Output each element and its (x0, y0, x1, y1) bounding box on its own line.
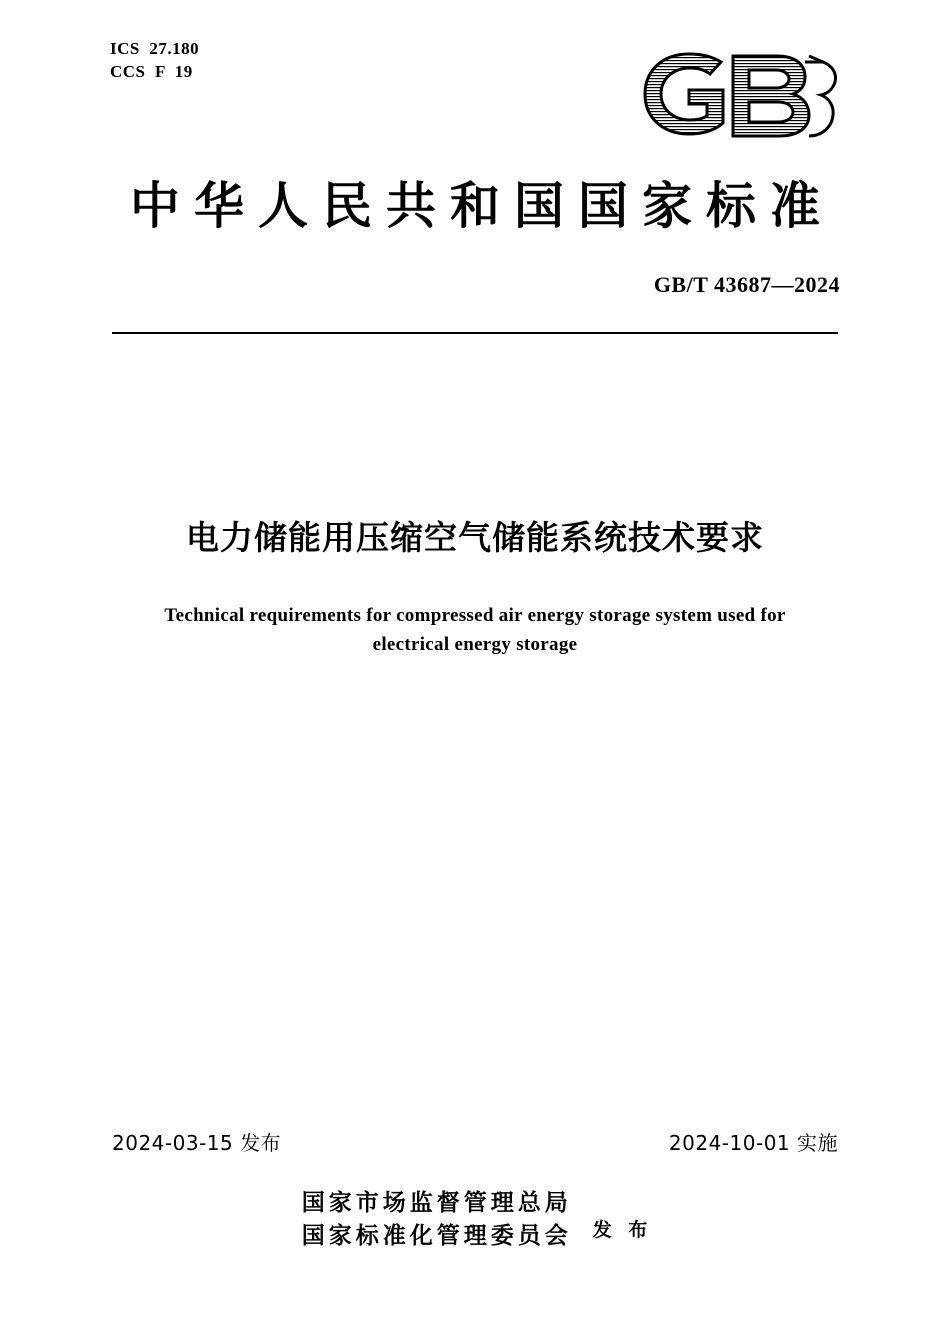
ccs-code: CCS F 19 (110, 61, 193, 81)
document-title-english (150, 602, 800, 659)
ics-code: ICS 27.180 (110, 39, 200, 58)
publisher-org-line1: 国家市场监督管理总局 (301, 1189, 572, 1216)
implementation-date: 2024-10-01 实施 (668, 1131, 838, 1155)
national-standard-heading: 中华人民共和国国家标准 (130, 176, 834, 235)
document-title-chinese: 电力储能用压缩空气储能系统技术要求 (186, 518, 764, 557)
header-divider (112, 332, 838, 334)
classification-codes (110, 38, 199, 84)
publisher-org-line2: 国家标准化管理委员会 (301, 1222, 572, 1250)
issue-date: 2024-03-15 发布 (112, 1131, 282, 1155)
publisher-verb: 发 布 (592, 1218, 653, 1241)
publisher-block (0, 1186, 950, 1253)
document-title-english-line1: Technical requirements for compressed air energy storage system used for (164, 605, 786, 626)
standard-number: GB/T 43687—2024 (653, 272, 840, 297)
gb-logo-icon (637, 48, 842, 140)
document-title-english-line2: electrical energy storage (372, 633, 578, 655)
publisher-organizations (298, 1186, 572, 1253)
